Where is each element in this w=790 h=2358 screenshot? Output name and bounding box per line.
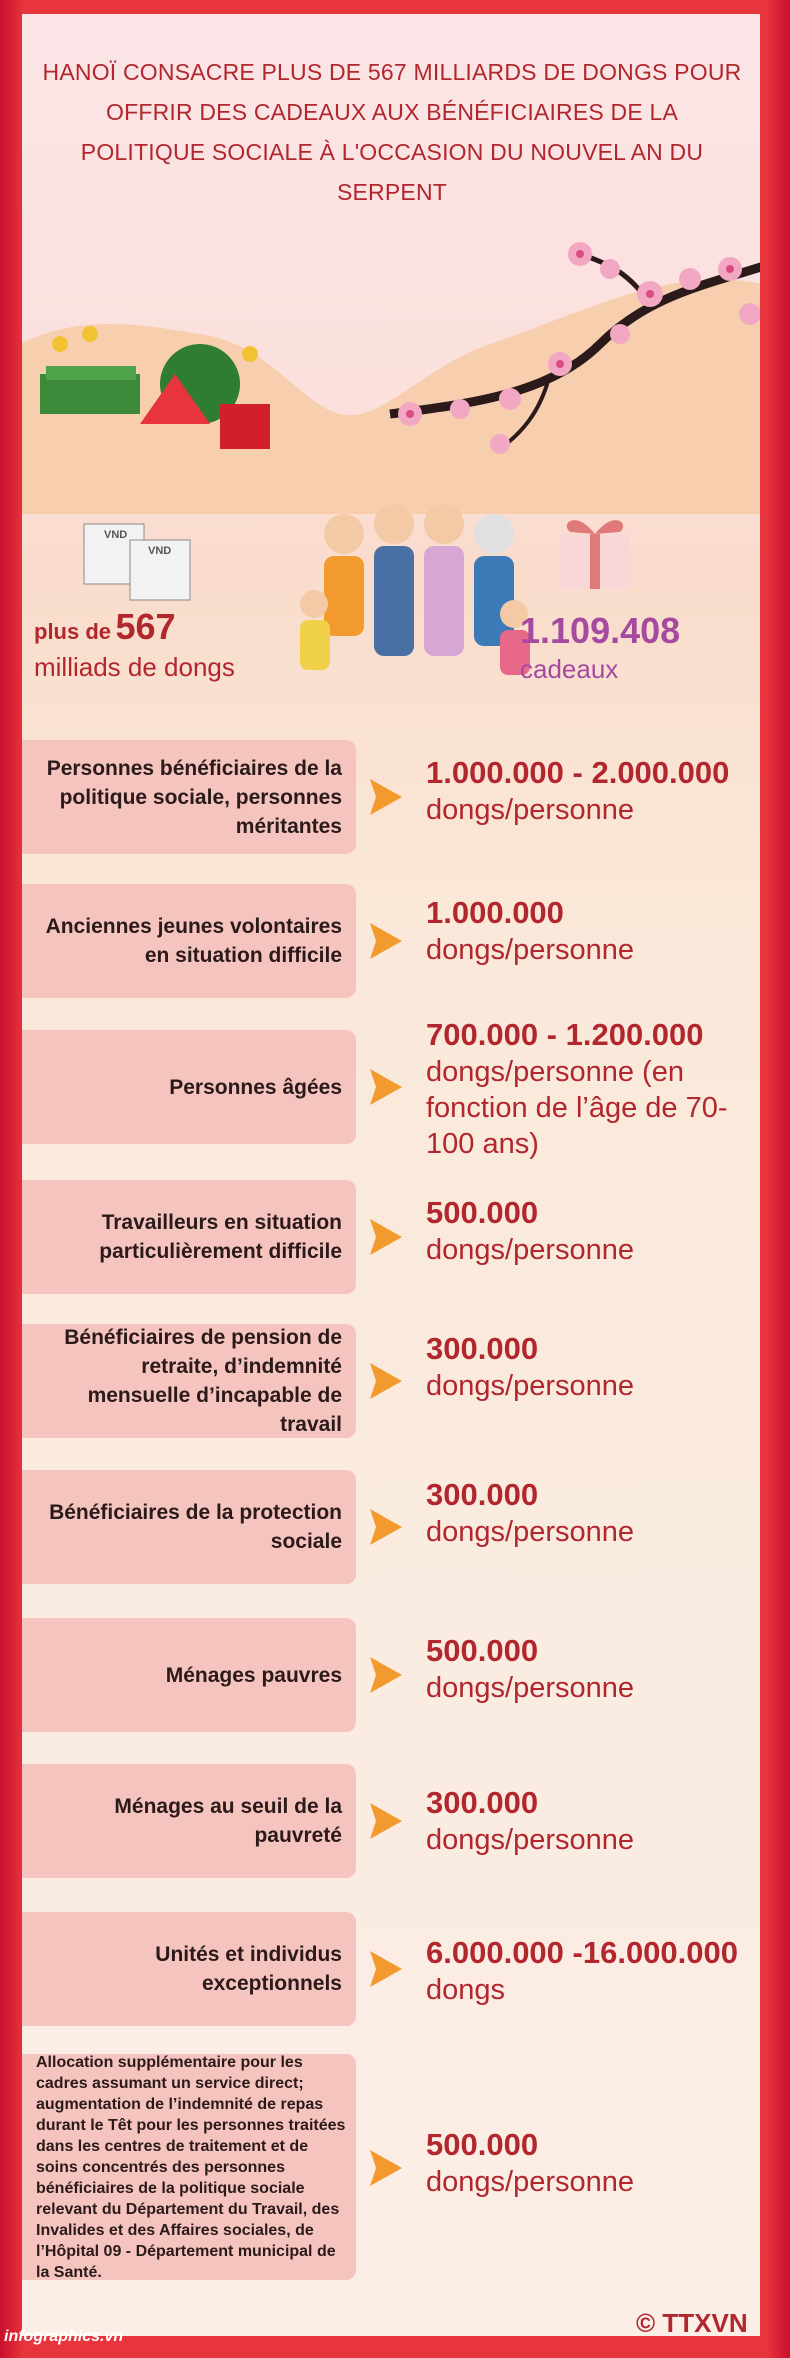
blossom-branch-icon	[350, 224, 760, 464]
arrow-icon	[366, 919, 406, 963]
arrow-icon	[366, 1359, 406, 1403]
stat-budget	[34, 606, 235, 683]
money-label: VND	[104, 529, 128, 541]
row-amount: 1.000.000 - 2.000.000	[426, 755, 730, 790]
row-value	[426, 1016, 746, 1162]
gift-icon	[550, 504, 640, 594]
stat-gifts-unit: cadeaux	[520, 654, 619, 684]
row-amount: 1.000.000	[426, 895, 564, 930]
arrow-icon	[366, 1947, 406, 1991]
row-value	[426, 754, 729, 828]
row-label: Bénéficiaires de la protection sociale	[22, 1470, 356, 1584]
row-unit: dongs	[426, 1974, 506, 2006]
row-value	[426, 1632, 634, 1706]
stat-gifts	[520, 610, 680, 685]
stat-gifts-value: 1.109.408	[520, 610, 681, 651]
row-amount: 6.000.000 -16.000.000	[426, 1935, 738, 1970]
row-label: Personnes bénéficiaires de la politique sociale, personnes méritantes	[22, 740, 356, 854]
row-amount: 500.000	[426, 1633, 539, 1668]
row-amount: 700.000 - 1.200.000	[426, 1017, 704, 1052]
row-label: Personnes âgées	[22, 1030, 356, 1144]
row-amount: 300.000	[426, 1785, 539, 1820]
footer-source: infographics.vn	[4, 2328, 124, 2345]
stat-budget-value: 567	[115, 606, 176, 647]
row-value	[426, 1330, 634, 1404]
stat-budget-unit: milliads de dongs	[34, 652, 235, 682]
arrow-icon	[366, 1653, 406, 1697]
page-title: HANOÏ CONSACRE PLUS DE 567 MILLIARDS DE DONGS POUR OFFRIR DES CADEAUX AUX BÉNÉFICIAIRES DE LA POLITIQUE SOCIALE À L'OCCASION DU NOUVEL AN DU SERPENT	[42, 59, 742, 205]
row-unit: dongs/personne	[426, 934, 634, 966]
row-label: Allocation supplémentaire pour les cadres assumant un service direct; augmentation de l’indemnité de repas durant le Têt pour les personnes traitées dans les centres de traitement et de soins concentrés des personnes bénéficiaires de la politique sociale relevant du Département du Travail, des Invalides et des Affaires sociales, de l’Hôpital 09 - Département municipal de la Santé.	[22, 2054, 356, 2280]
row-unit: dongs/personne	[426, 1672, 634, 1704]
arrow-icon	[366, 775, 406, 819]
row-amount: 300.000	[426, 1331, 539, 1366]
row-unit: dongs/personne (en fonction de l’âge de 70-100 ans)	[426, 1056, 728, 1160]
row-label: Bénéficiaires de pension de retraite, d’indemnité mensuelle d’incapable de travail	[22, 1324, 356, 1438]
infographic-card	[22, 14, 760, 2336]
arrow-icon	[366, 1505, 406, 1549]
money-label-2: VND	[148, 545, 172, 557]
arrow-icon	[366, 1799, 406, 1843]
row-label: Anciennes jeunes volontaires en situation difficile	[22, 884, 356, 998]
row-unit: dongs/personne	[426, 1516, 634, 1548]
row-value	[426, 1476, 634, 1550]
arrow-icon	[366, 1215, 406, 1259]
arrow-icon	[366, 2146, 406, 2190]
row-unit: dongs/personne	[426, 1824, 634, 1856]
row-label: Unités et individus exceptionnels	[22, 1912, 356, 2026]
row-value	[426, 894, 634, 968]
row-value	[426, 2126, 634, 2200]
stat-budget-prefix: plus de	[34, 619, 112, 644]
row-amount: 300.000	[426, 1477, 539, 1512]
row-label: Travailleurs en situation particulièrement difficile	[22, 1180, 356, 1294]
row-value	[426, 1784, 634, 1858]
row-amount: 500.000	[426, 1195, 539, 1230]
row-unit: dongs/personne	[426, 794, 634, 826]
footer-logo: © TTXVN	[636, 2308, 748, 2338]
row-unit: dongs/personne	[426, 2166, 634, 2198]
row-label: Ménages au seuil de la pauvreté	[22, 1764, 356, 1878]
tet-food-icon	[22, 314, 280, 464]
arrow-icon	[366, 1065, 406, 1109]
row-unit: dongs/personne	[426, 1370, 634, 1402]
row-value	[426, 1934, 738, 2008]
row-value	[426, 1194, 634, 1268]
row-unit: dongs/personne	[426, 1234, 634, 1266]
row-label: Ménages pauvres	[22, 1618, 356, 1732]
family-icon	[284, 484, 544, 684]
money-stack-icon	[82, 514, 192, 604]
row-amount: 500.000	[426, 2127, 539, 2162]
